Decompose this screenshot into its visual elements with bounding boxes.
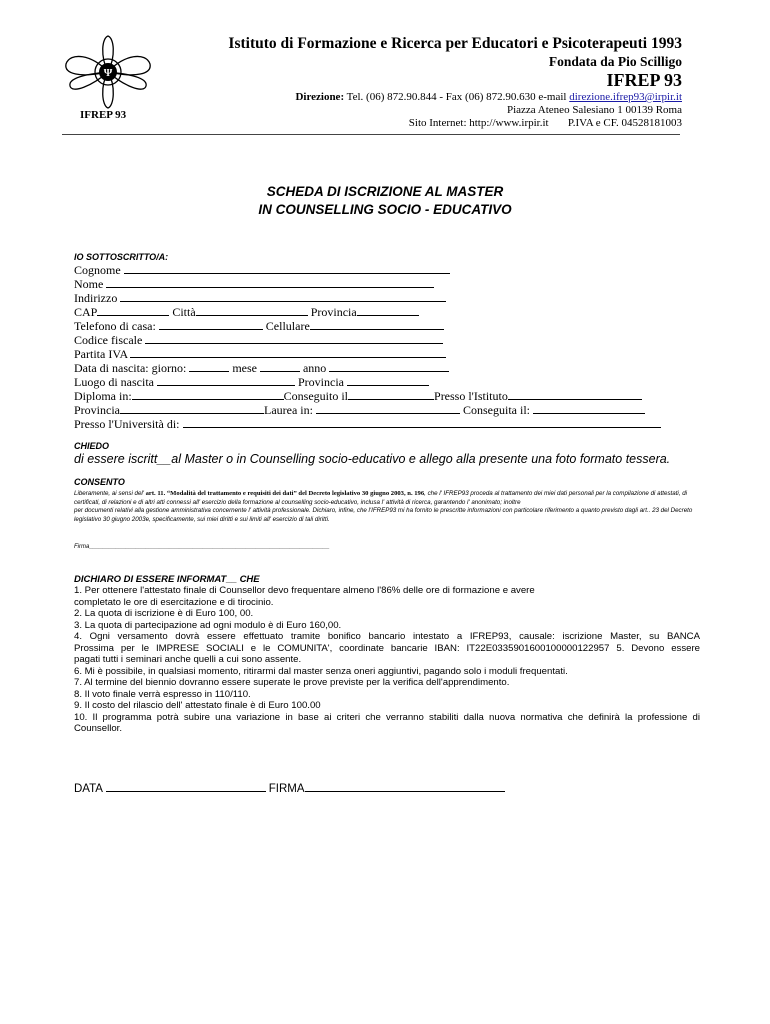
section-label-request: CHIEDO <box>74 441 110 451</box>
provincia-laurea-field[interactable] <box>120 403 264 414</box>
field-row-telefono <box>74 319 444 333</box>
consent-p1-start: Liberamente, ai sensi del' <box>74 490 144 497</box>
declaration-line: Counsellor. <box>74 723 122 734</box>
consent-law-reference: art. 11. “Modalità del trattamento e requisiti dei dati” del Decreto legislativo 30 giugno 2003, n. 196 <box>143 490 425 497</box>
laurea-label: Laurea in: <box>264 403 313 417</box>
request-text: di essere iscritt__al Master o in Counselling socio-educativo e allego alla presente una foto formato tessera. <box>74 452 671 466</box>
field-row-nome <box>74 277 434 291</box>
declaration-line: 10. Il programma potrà subire una variazione in base ai criteri che verranno stabiliti dalla nuova normativa che definirà la professione di <box>74 711 700 723</box>
contact-block <box>295 91 682 130</box>
consent-p1-end: , che l' IFREP93 proceda al trattamento dei miei dati personali per la compilazione di attestati, di certificati, di relazioni e di altri atti connessi all' esercizio della formazione al counselling socio-educativo, inclusa l' attività di ricerca, garantendo l' anonimato; inoltre <box>74 490 688 506</box>
field-row-cap-citta <box>74 305 419 319</box>
institute-title: Istituto di Formazione e Ricerca per Educatori e Psicoterapeuti 1993 <box>228 35 682 52</box>
universita-field[interactable] <box>183 417 661 428</box>
field-row-luogo-nascita <box>74 375 429 389</box>
indirizzo-field[interactable] <box>120 291 446 302</box>
field-row-data-nascita <box>74 361 449 375</box>
provincia-laurea-label: Provincia <box>74 403 120 417</box>
declaration-line: 7. Al termine del biennio dovranno essere superate le prove previste per la verifica dell'apprendimento. <box>74 677 510 688</box>
luogo-nascita-field[interactable] <box>157 375 295 386</box>
field-row-universita <box>74 417 661 431</box>
svg-text:Ψ: Ψ <box>103 67 113 79</box>
contact-label: Direzione: <box>295 91 345 103</box>
citta-field[interactable] <box>196 305 308 316</box>
anno-field[interactable] <box>329 361 449 372</box>
declaration-line: pagati tutti i seminari anche quelli a cui sono assente. <box>74 654 302 665</box>
telefono-label: Telefono di casa: <box>74 319 156 333</box>
giorno-field[interactable] <box>189 361 229 372</box>
mese-field[interactable] <box>260 361 300 372</box>
provincia-nascita-label: Provincia <box>297 375 344 389</box>
provincia-label: Provincia <box>310 305 357 319</box>
nome-field[interactable] <box>106 277 434 288</box>
cap-label: CAP <box>74 305 98 319</box>
luogo-nascita-label: Luogo di nascita <box>74 375 154 389</box>
cognome-field[interactable] <box>124 263 450 274</box>
universita-label: Presso l'Università di: <box>74 417 180 431</box>
signature-field[interactable] <box>305 781 505 792</box>
declaration-line: 6. Mi è possibile, in qualsiasi momento, ritirarmi dal master senza oneri aggiuntivi, pagando solo i moduli frequentati. <box>74 665 568 677</box>
field-row-partita-iva <box>74 347 446 361</box>
logo-caption: IFREP 93 <box>80 109 127 121</box>
date-field[interactable] <box>106 781 266 792</box>
istituto-label: Presso l'Istituto <box>434 389 508 403</box>
declaration-line: 2. La quota di iscrizione è di Euro 100, 00. <box>74 608 254 619</box>
field-row-indirizzo <box>74 291 446 305</box>
citta-label: Città <box>172 305 196 319</box>
web-line <box>295 117 682 130</box>
declaration-line: 9. Il costo del rilascio dell' attestato finale è di Euro 100.00 <box>74 700 321 711</box>
signature-label: FIRMA <box>268 783 305 795</box>
form-title-line-1: SCHEDA DI ISCRIZIONE AL MASTER <box>266 184 504 199</box>
istituto-field[interactable] <box>508 389 642 400</box>
cognome-label: Cognome <box>74 263 121 277</box>
anno-label: anno <box>302 361 327 375</box>
declaration-line: completato le ore di esercitazione e di tirocinio. <box>74 596 274 608</box>
codice-fiscale-field[interactable] <box>145 333 443 344</box>
data-nascita-label: Data di nascita: giorno: <box>74 361 187 375</box>
declaration-line: 3. La quota di partecipazione ad ogni modulo è di Euro 160,00. <box>74 619 342 631</box>
conseguita-label: Conseguita il: <box>462 403 530 417</box>
cap-field[interactable] <box>97 305 169 316</box>
brand-name: IFREP 93 <box>606 70 682 90</box>
provincia-nascita-field[interactable] <box>347 375 429 386</box>
consent-paragraph-2 <box>74 507 700 524</box>
laurea-field[interactable] <box>316 403 460 414</box>
diploma-label: Diploma in: <box>74 389 132 403</box>
declaration-line: 8. Il voto finale verrà espresso in 110/110. <box>74 688 251 700</box>
date-label: DATA <box>74 783 103 795</box>
consent-signature-line[interactable]: Firma________________________________________________________________________ <box>74 544 330 550</box>
codice-fiscale-label: Codice fiscale <box>74 333 143 347</box>
consent-p2: per documenti relativi alla gestione amministrativa concernente l' attività professionale. Dichiaro, infine, che l'IFREP93 mi ha fornito le prescritte informazioni con particolare riferimento a quanto previsto dagli art.. 23 del Decreto legislativo 30 giugno 2003 <box>74 507 693 523</box>
declaration-line: 1. Per ottenere l'attestato finale di Counsellor devo frequentare almeno l'86% delle ore di formazione e avere <box>74 585 535 596</box>
conseguito-label: Conseguito il <box>283 389 349 403</box>
form-title-line-2: IN COUNSELLING SOCIO - EDUCATIVO <box>258 202 512 217</box>
diploma-field[interactable] <box>132 389 284 400</box>
contact-line <box>295 91 682 104</box>
cellulare-label: Cellulare <box>265 319 310 333</box>
consent-paragraph-1 <box>74 490 700 507</box>
website-text: Sito Internet: http://www.irpir.it <box>408 117 549 129</box>
section-label-consent: CONSENTO <box>74 477 125 487</box>
declaration-line: 4. Ogni versamento dovrà essere effettuato tramite bonifico bancario intestato a IFREP93, causale: iscrizione Master, su BANCA <box>74 631 700 642</box>
ifrep-logo-emblem <box>62 34 154 110</box>
consent-paragraph <box>74 490 700 524</box>
declaration-line: Prossima per le IMPRESE SOCIALI e le COMUNITA', coordinate bancarie IBAN: IT22E0335901600100000122957 5. Devono essere <box>74 642 700 654</box>
nome-label: Nome <box>74 277 104 291</box>
conseguito-field[interactable] <box>348 389 434 400</box>
indirizzo-label: Indirizzo <box>74 291 118 305</box>
contact-phone: Tel. (06) 872.90.844 - Fax (06) 872.90.630 e-mail <box>346 91 570 103</box>
section-label-undersigned: IO SOTTOSCRITTO/A: <box>74 252 169 262</box>
declaration-list <box>74 585 700 735</box>
section-label-declaration: DICHIARO DI ESSERE INFORMAT__ CHE <box>74 574 260 585</box>
conseguita-field[interactable] <box>533 403 645 414</box>
cellulare-field[interactable] <box>310 319 444 330</box>
partita-iva-field[interactable] <box>130 347 446 358</box>
signature-row <box>74 781 505 795</box>
tax-ids: P.IVA e CF. 04528181003 <box>567 117 682 129</box>
mese-label: mese <box>232 361 257 375</box>
field-row-diploma <box>74 389 642 403</box>
address-line: Piazza Ateneo Salesiano 1 00139 Roma <box>506 104 682 116</box>
form-title <box>0 183 770 219</box>
email-link[interactable]: direzione.ifrep93@irpir.it <box>569 91 682 103</box>
field-row-cognome <box>74 263 450 277</box>
provincia-field[interactable] <box>357 305 419 316</box>
partita-iva-label: Partita IVA <box>74 347 128 361</box>
founder-line: Fondata da Pio Scilligo <box>548 54 682 69</box>
header-divider <box>62 134 680 135</box>
field-row-codice-fiscale <box>74 333 443 347</box>
consent-p2-end: e, specificamente, sui miei diritti e sui limiti all' esercizio di tali diritti. <box>145 515 330 523</box>
telefono-field[interactable] <box>159 319 263 330</box>
field-row-laurea <box>74 403 645 417</box>
